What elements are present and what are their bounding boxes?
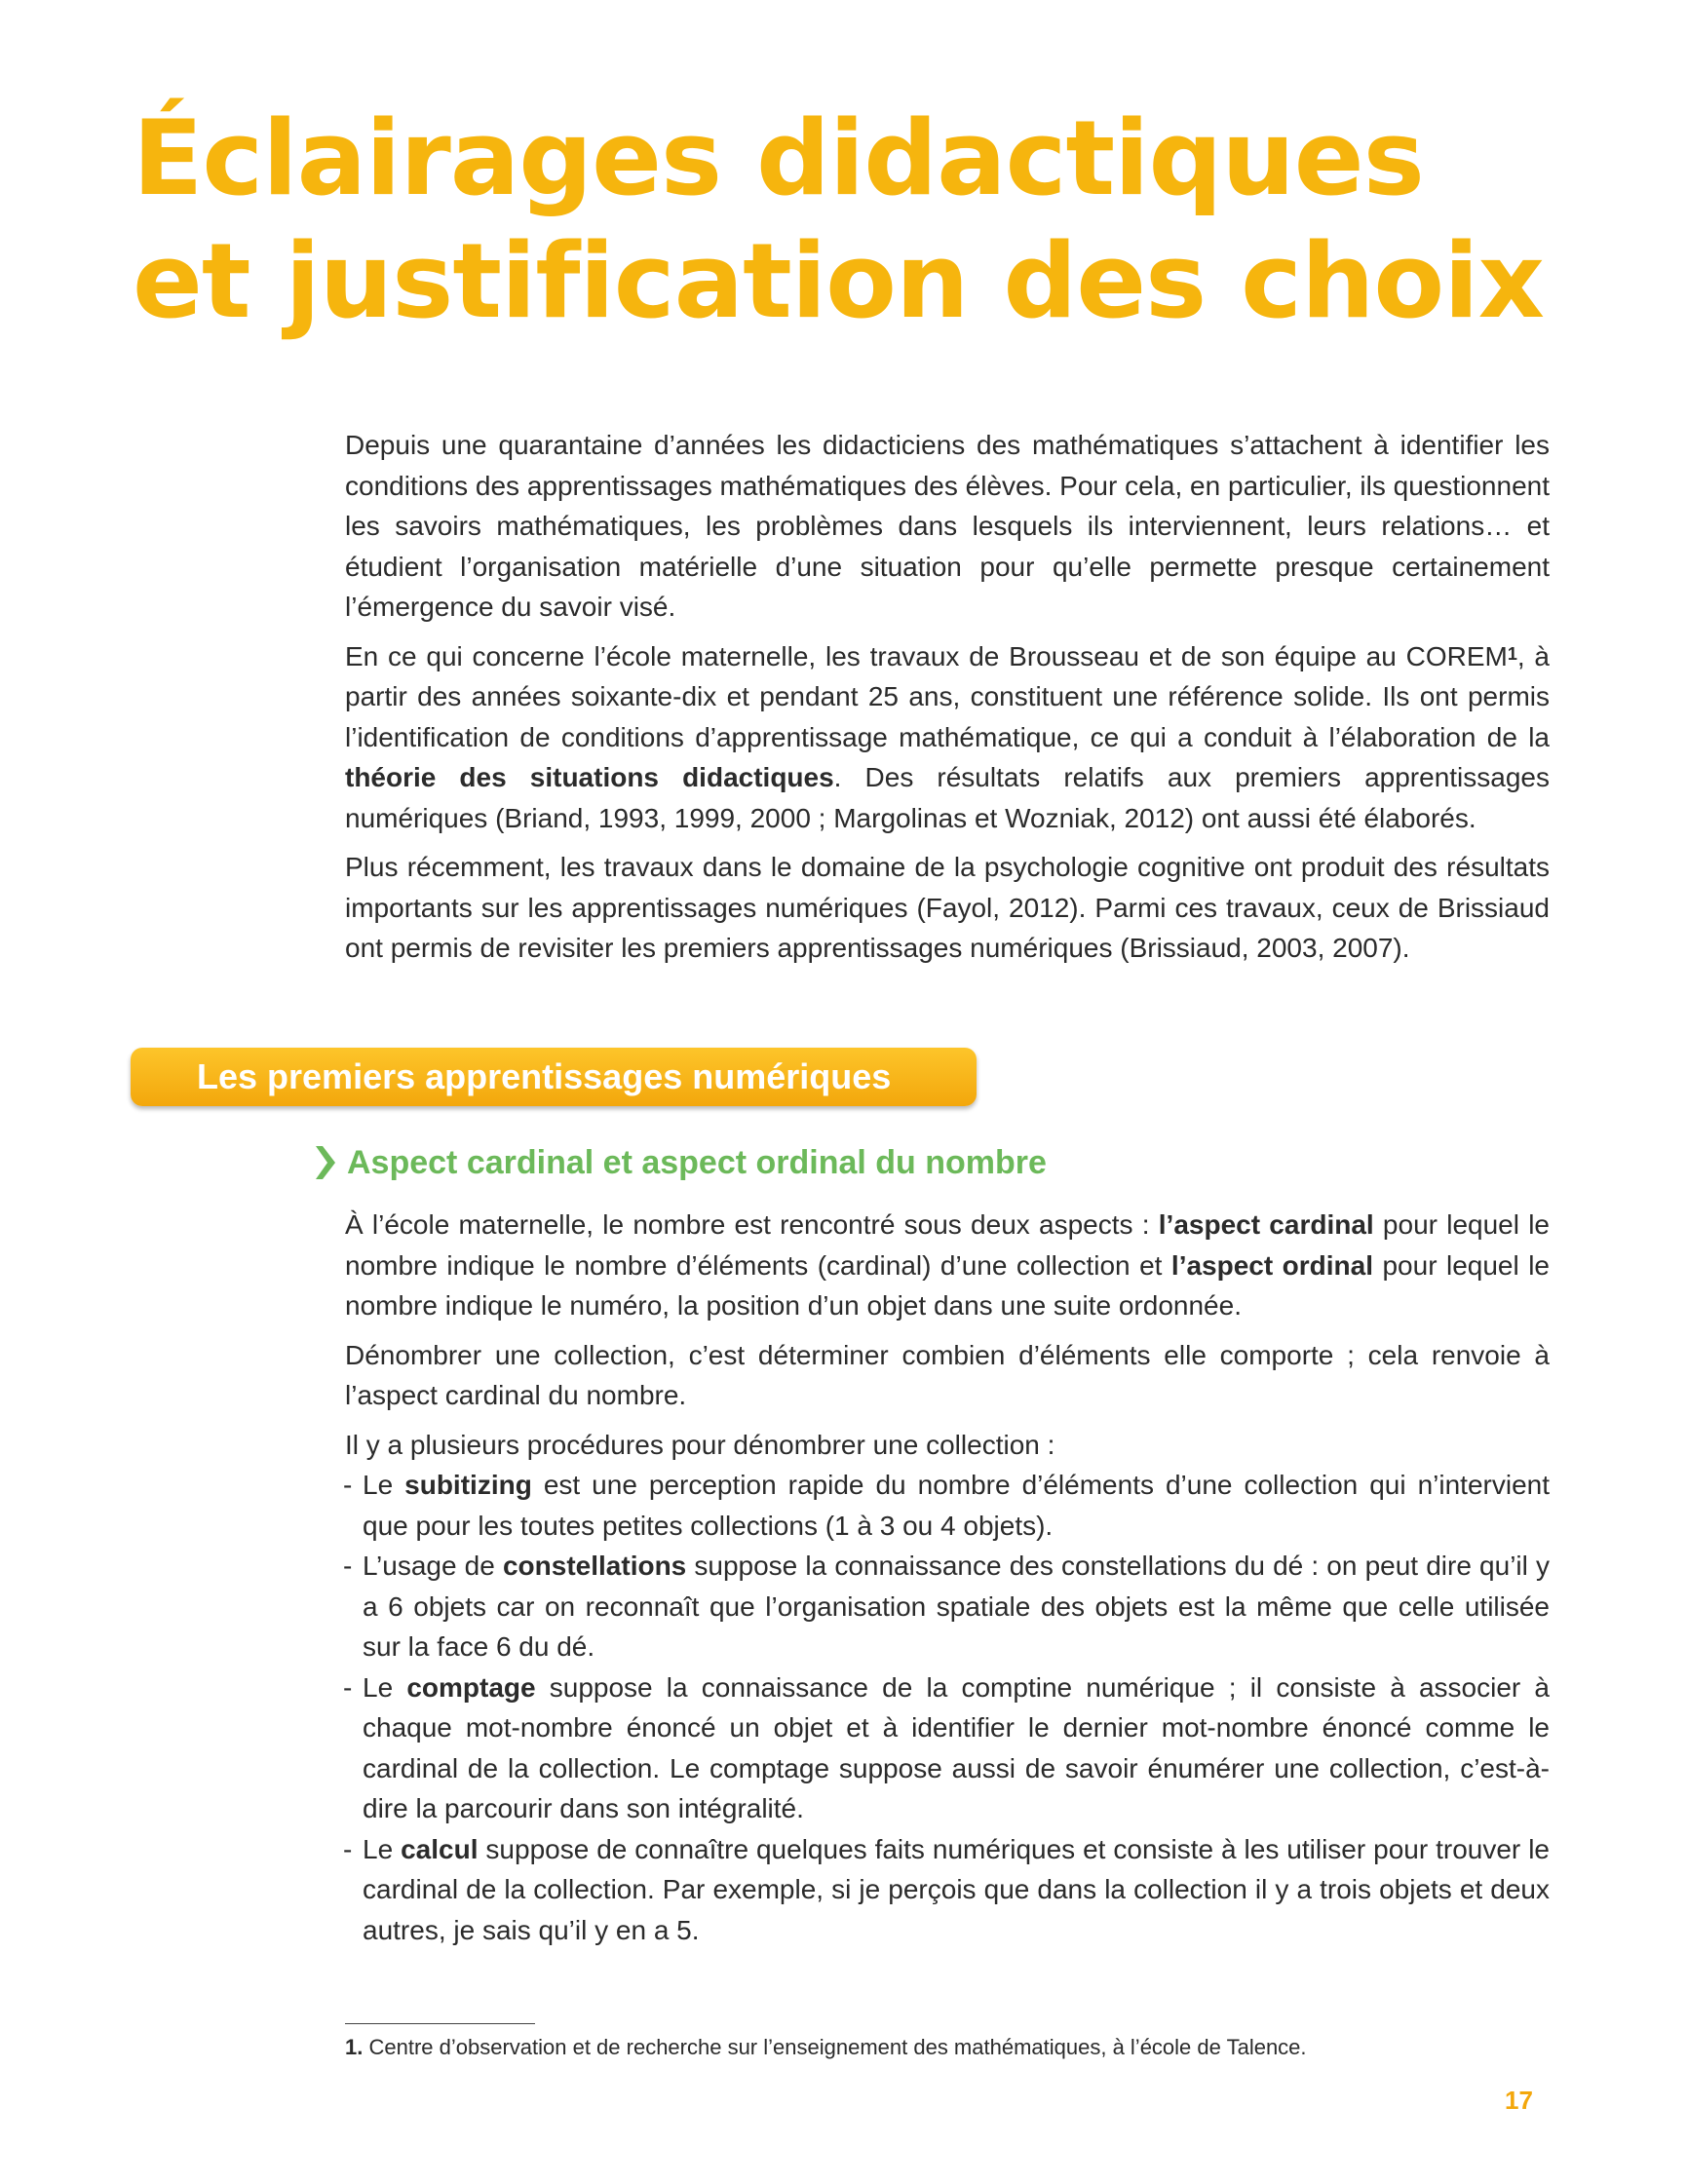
list-item-text: suppose la connaissance des constellations du dé : on peut dire qu’il y a 6 objets car on reconnaît que l’organisation spatiale des objets est la même que celle utilisée sur la face 6 du dé. <box>363 1551 1551 1662</box>
list-item-text: est une perception rapide du nombre d’éléments d’une collection qui n’intervient que pour les toutes petites collections (1 à 3 ou 4 objets). <box>363 1470 1550 1541</box>
list-item-prefix: L’usage de <box>363 1551 503 1581</box>
body-p1-text-c: pour lequel le nombre indique le nombre d’éléments (cardinal) d’une collection et <box>345 1209 1550 1281</box>
list-item <box>345 1546 1550 1667</box>
body-paragraph-2: Dénombrer une collection, c’est déterminer combien d’éléments elle comporte ; cela renvoie à l’aspect cardinal du nombre. <box>345 1339 1550 1410</box>
page-title-line-1: Éclairages didactiques <box>133 98 1424 218</box>
term-ordinal: l’aspect ordinal <box>1170 1249 1374 1281</box>
intro-paragraph-2 <box>345 636 1550 839</box>
term-cardinal: l’aspect cardinal <box>1158 1209 1374 1240</box>
body-paragraph-3: Il y a plusieurs procédures pour dénombrer une collection : <box>345 1429 1055 1460</box>
list-item <box>345 1829 1550 1951</box>
list-dash: - <box>343 1551 353 1581</box>
procedures-list <box>345 1465 1550 1950</box>
intro-text <box>345 425 1550 977</box>
body-p1-text-d: pour lequel le nombre indique le numéro, la position d’un objet dans une suite ordonnée. <box>345 1249 1550 1321</box>
list-item-prefix: Le <box>363 1833 402 1864</box>
chevron-right-icon <box>314 1144 337 1181</box>
body-paragraph-1 <box>345 1205 1550 1326</box>
list-item-term: comptage <box>406 1671 536 1703</box>
list-item <box>345 1667 1550 1829</box>
list-item-prefix: Le <box>363 1671 407 1703</box>
footnote-text: Centre d’observation et de recherche sur l’enseignement des mathématiques, à l’école de Talence. <box>363 2035 1307 2059</box>
footnote-ref[interactable]: 1 <box>1507 643 1517 664</box>
list-dash: - <box>343 1470 353 1500</box>
intro-paragraph-3: Plus récemment, les travaux dans le domaine de la psychologie cognitive ont produit des résultats importants sur les apprentissages numériques (Fayol, 2012). Parmi ces travaux, ceux de Brissiaud ont permis de revisiter les premiers apprentissages numériques (Brissiaud, 2003, 2007). <box>345 852 1550 963</box>
list-dash: - <box>343 1833 353 1864</box>
section-banner <box>131 1048 977 1106</box>
intro-paragraph-1: Depuis une quarantaine d’années les didacticiens des mathématiques s’attachent à identifier les conditions des apprentissages mathématiques des élèves. Pour cela, en particulier, ils questionnent les savoirs mathématiques, les problèmes dans lesquels ils interviennent, leurs relations… et étudient l’organisation matérielle d’une situation pour qu’elle permette presque certainement l’émergence du savoir visé. <box>345 430 1550 622</box>
list-item-text: suppose de connaître quelques faits numériques et consiste à les utiliser pour trouver le cardinal de la collection. Par exemple, si je perçois que dans la collection il y a trois objets et deux autres, je sais qu’il y en a 5. <box>363 1833 1550 1945</box>
list-dash: - <box>343 1671 353 1703</box>
list-item <box>345 1465 1550 1546</box>
body-p1-text-a: À l’école maternelle, le nombre est rencontré sous deux aspects : <box>345 1209 1159 1240</box>
intro-p2-text-c: . Des résultats relatifs aux premiers apprentissages numériques (Briand, 1993, 1999, 2000 ; Margolinas et Wozniak, 2012) ont aussi été élaborés. <box>345 762 1550 833</box>
body-text <box>345 1205 1550 1950</box>
section-title: Les premiers apprentissages numériques <box>197 1056 892 1096</box>
list-item-term: constellations <box>502 1551 687 1581</box>
page-title-line-2: et justification des choix <box>133 221 1544 341</box>
list-item-term: calcul <box>401 1833 479 1864</box>
footnote <box>345 2033 1307 2062</box>
intro-p2-bold-term: théorie des situations didactiques <box>345 762 834 792</box>
intro-p2-text-b: , à partir des années soixante-dix et pendant 25 ans, constituent une référence solide. Ils ont permis l’identification de conditions d’apprentissage mathématique, ce qui a conduit à l’élaboration de la <box>345 640 1551 752</box>
subsection-title: Aspect cardinal et aspect ordinal du nombre <box>347 1144 1047 1181</box>
footnote-divider <box>345 2023 535 2024</box>
page-title <box>133 97 1544 343</box>
list-item-term: subitizing <box>404 1470 532 1500</box>
list-item-prefix: Le <box>363 1470 405 1500</box>
list-item-text: suppose la connaissance de la comptine numérique ; il consiste à associer à chaque mot-nombre énoncé un objet et à identifier le dernier mot-nombre énoncé comme le cardinal de la collection. Le comptage suppose aussi de savoir énumérer une collection, c’est-à-dire la parcourir dans son intégralité. <box>363 1671 1550 1823</box>
intro-p2-text-a: En ce qui concerne l’école maternelle, les travaux de Brousseau et de son équipe au COREM <box>345 640 1508 671</box>
page-number: 17 <box>1505 2086 1533 2115</box>
footnote-number: 1. <box>345 2035 364 2059</box>
